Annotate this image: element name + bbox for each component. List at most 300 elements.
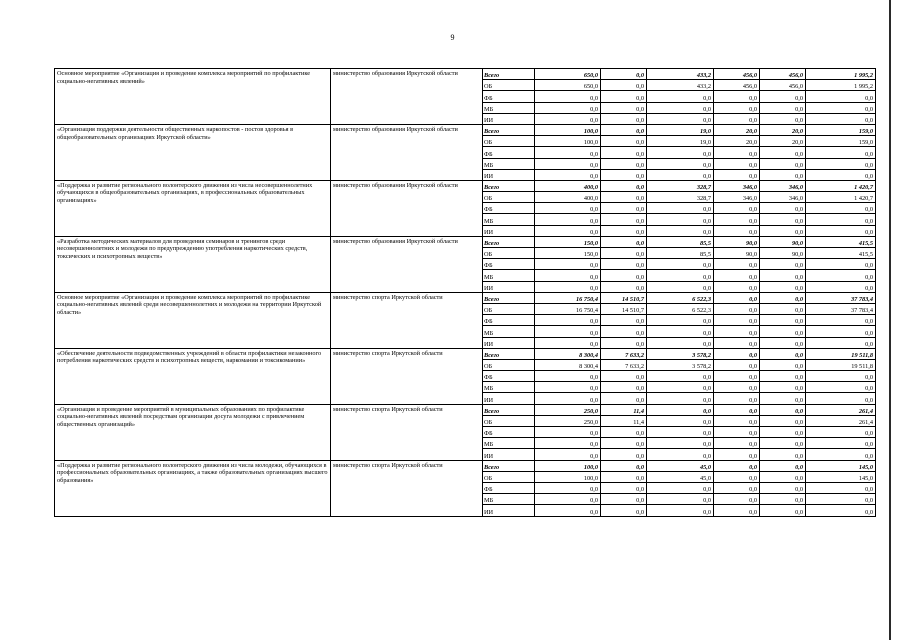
year-value-cell: 0,0 (714, 471, 760, 482)
year-value-cell: 0,0 (647, 158, 714, 169)
year-value-cell: 0,0 (647, 438, 714, 449)
year-value-cell: 0,0 (535, 113, 601, 124)
total-value-cell: 0,0 (806, 91, 876, 102)
year-value-cell: 90,0 (760, 236, 806, 247)
total-value-cell: 0,0 (806, 225, 876, 236)
total-value-cell: 261,4 (806, 404, 876, 415)
table-body (55, 69, 876, 517)
year-value-cell: 100,0 (535, 460, 601, 471)
year-value-cell: 0,0 (714, 225, 760, 236)
year-value-cell: 0,0 (601, 315, 647, 326)
year-value-cell: 0,0 (601, 69, 647, 80)
year-value-cell: 433,2 (647, 80, 714, 91)
year-value-cell: 0,0 (714, 158, 760, 169)
year-value-cell: 0,0 (535, 270, 601, 281)
year-value-cell: 0,0 (714, 113, 760, 124)
year-value-cell: 150,0 (535, 248, 601, 259)
funding-source: Всего (483, 404, 535, 415)
total-value-cell: 0,0 (806, 259, 876, 270)
year-value-cell: 45,0 (647, 471, 714, 482)
year-value-cell: 400,0 (535, 192, 601, 203)
total-value-cell: 0,0 (806, 427, 876, 438)
year-value-cell: 650,0 (535, 69, 601, 80)
year-value-cell: 650,0 (535, 80, 601, 91)
year-value-cell: 0,0 (714, 281, 760, 292)
year-value-cell: 0,0 (535, 225, 601, 236)
year-value-cell: 0,0 (601, 158, 647, 169)
year-value-cell: 0,0 (760, 337, 806, 348)
funding-source: МБ (483, 382, 535, 393)
year-value-cell: 0,0 (760, 270, 806, 281)
year-value-cell: 16 750,4 (535, 303, 601, 314)
year-value-cell: 0,0 (714, 147, 760, 158)
year-value-cell: 3 578,2 (647, 359, 714, 370)
funding-source: ИИ (483, 337, 535, 348)
year-value-cell: 0,0 (647, 113, 714, 124)
year-value-cell: 85,5 (647, 236, 714, 247)
year-value-cell: 14 510,7 (601, 303, 647, 314)
year-value-cell: 0,0 (647, 214, 714, 225)
year-value-cell: 0,0 (535, 281, 601, 292)
year-value-cell: 0,0 (714, 169, 760, 180)
funding-source: ФБ (483, 259, 535, 270)
year-value-cell: 0,0 (714, 315, 760, 326)
activity-description: Основное мероприятие «Организация и проведение комплекса мероприятий по профилактике социально-негативных явлений» (55, 69, 331, 125)
funding-source: ОБ (483, 136, 535, 147)
total-value-cell: 1 420,7 (806, 192, 876, 203)
year-value-cell: 0,0 (535, 203, 601, 214)
year-value-cell: 0,0 (647, 91, 714, 102)
year-value-cell: 0,0 (601, 248, 647, 259)
total-value-cell: 0,0 (806, 382, 876, 393)
year-value-cell: 346,0 (714, 180, 760, 191)
total-value-cell: 1 995,2 (806, 80, 876, 91)
year-value-cell: 0,0 (760, 482, 806, 493)
funding-source: ОБ (483, 80, 535, 91)
year-value-cell: 0,0 (760, 359, 806, 370)
year-value-cell: 0,0 (714, 326, 760, 337)
funding-source: Всего (483, 292, 535, 303)
total-value-cell: 145,0 (806, 471, 876, 482)
year-value-cell: 0,0 (601, 124, 647, 135)
funding-source: МБ (483, 494, 535, 505)
year-value-cell: 0,0 (760, 91, 806, 102)
funding-source: Всего (483, 236, 535, 247)
funding-source: ИИ (483, 169, 535, 180)
total-value-cell: 0,0 (806, 281, 876, 292)
year-value-cell: 7 633,2 (601, 359, 647, 370)
activity-description: Основное мероприятие «Организация и проведение комплекса мероприятий по профилактике социально-негативных явлений среди несовершеннолетних и молодежи на территории Иркутской области» (55, 292, 331, 348)
funding-source: ИИ (483, 281, 535, 292)
activity-description: «Поддержка и развитие регионального волонтерского движения из числа молодежи, обучающихся в профессиональных образовательных организациях, а также образовательных организациях высшего образования» (55, 460, 331, 516)
funding-source: Всего (483, 460, 535, 471)
year-value-cell: 0,0 (601, 80, 647, 91)
year-value-cell: 0,0 (760, 158, 806, 169)
year-value-cell: 0,0 (601, 449, 647, 460)
year-value-cell: 0,0 (601, 494, 647, 505)
year-value-cell: 0,0 (647, 281, 714, 292)
year-value-cell: 0,0 (601, 259, 647, 270)
year-value-cell: 400,0 (535, 180, 601, 191)
year-value-cell: 0,0 (601, 460, 647, 471)
year-value-cell: 0,0 (760, 214, 806, 225)
responsible-executor: министерство образования Иркутской области (331, 124, 483, 180)
year-value-cell: 0,0 (760, 449, 806, 460)
year-value-cell: 0,0 (601, 102, 647, 113)
year-value-cell: 0,0 (760, 415, 806, 426)
total-value-cell: 261,4 (806, 415, 876, 426)
year-value-cell: 456,0 (760, 80, 806, 91)
funding-source: МБ (483, 214, 535, 225)
total-value-cell: 415,5 (806, 248, 876, 259)
year-value-cell: 6 522,3 (647, 292, 714, 303)
year-value-cell: 0,0 (714, 371, 760, 382)
year-value-cell: 0,0 (760, 494, 806, 505)
year-value-cell: 0,0 (760, 113, 806, 124)
total-value-cell: 0,0 (806, 214, 876, 225)
total-value-cell: 37 783,4 (806, 292, 876, 303)
total-value-cell: 0,0 (806, 505, 876, 516)
funding-source: МБ (483, 102, 535, 113)
funding-source: ФБ (483, 147, 535, 158)
funding-source: ФБ (483, 315, 535, 326)
year-value-cell: 0,0 (535, 505, 601, 516)
year-value-cell: 0,0 (647, 404, 714, 415)
year-value-cell: 0,0 (601, 427, 647, 438)
year-value-cell: 0,0 (714, 303, 760, 314)
funding-source: ОБ (483, 303, 535, 314)
year-value-cell: 0,0 (601, 393, 647, 404)
year-value-cell: 456,0 (714, 69, 760, 80)
table-row (55, 180, 876, 191)
year-value-cell: 0,0 (601, 225, 647, 236)
year-value-cell: 0,0 (535, 449, 601, 460)
year-value-cell: 150,0 (535, 236, 601, 247)
responsible-executor: министерство спорта Иркутской области (331, 292, 483, 348)
activity-description: «Организация поддержки деятельности общественных наркопостов - постов здоровья в общеобразовательных организациях Иркутской области» (55, 124, 331, 180)
year-value-cell: 90,0 (760, 248, 806, 259)
year-value-cell: 0,0 (714, 292, 760, 303)
year-value-cell: 6 522,3 (647, 303, 714, 314)
year-value-cell: 0,0 (647, 326, 714, 337)
budget-table (54, 68, 876, 517)
year-value-cell: 0,0 (647, 371, 714, 382)
year-value-cell: 0,0 (760, 315, 806, 326)
year-value-cell: 0,0 (535, 259, 601, 270)
year-value-cell: 346,0 (760, 180, 806, 191)
year-value-cell: 0,0 (760, 303, 806, 314)
responsible-executor: министерство образования Иркутской области (331, 236, 483, 292)
year-value-cell: 0,0 (760, 203, 806, 214)
total-value-cell: 0,0 (806, 393, 876, 404)
activity-description: «Разработка методических материалов для проведения семинаров и тренингов среди несовершеннолетних и молодежи по предупреждению употребления наркотических средств, токсических и психотропных веществ» (55, 236, 331, 292)
table-row (55, 124, 876, 135)
year-value-cell: 0,0 (535, 482, 601, 493)
total-value-cell: 0,0 (806, 203, 876, 214)
year-value-cell: 0,0 (601, 482, 647, 493)
responsible-executor: министерство образования Иркутской области (331, 69, 483, 125)
page-number: 9 (450, 33, 455, 42)
year-value-cell: 0,0 (760, 438, 806, 449)
year-value-cell: 0,0 (535, 337, 601, 348)
year-value-cell: 0,0 (647, 449, 714, 460)
year-value-cell: 0,0 (647, 270, 714, 281)
funding-source: ОБ (483, 359, 535, 370)
year-value-cell: 328,7 (647, 180, 714, 191)
year-value-cell: 0,0 (714, 214, 760, 225)
responsible-executor: министерство спорта Иркутской области (331, 460, 483, 516)
table-row (55, 292, 876, 303)
total-value-cell: 0,0 (806, 326, 876, 337)
funding-source: ОБ (483, 415, 535, 426)
year-value-cell: 0,0 (760, 471, 806, 482)
year-value-cell: 0,0 (535, 158, 601, 169)
funding-source: ФБ (483, 482, 535, 493)
funding-source: МБ (483, 158, 535, 169)
year-value-cell: 346,0 (714, 192, 760, 203)
year-value-cell: 0,0 (647, 147, 714, 158)
funding-source: МБ (483, 270, 535, 281)
total-value-cell: 0,0 (806, 449, 876, 460)
year-value-cell: 0,0 (647, 415, 714, 426)
year-value-cell: 90,0 (714, 236, 760, 247)
funding-source: Всего (483, 348, 535, 359)
year-value-cell: 0,0 (647, 225, 714, 236)
year-value-cell: 3 578,2 (647, 348, 714, 359)
responsible-executor: министерство спорта Иркутской области (331, 348, 483, 404)
year-value-cell: 0,0 (647, 505, 714, 516)
table-row (55, 236, 876, 247)
total-value-cell: 1 420,7 (806, 180, 876, 191)
funding-source: ИИ (483, 505, 535, 516)
year-value-cell: 0,0 (647, 203, 714, 214)
year-value-cell: 0,0 (647, 259, 714, 270)
year-value-cell: 0,0 (601, 281, 647, 292)
year-value-cell: 100,0 (535, 136, 601, 147)
year-value-cell: 0,0 (760, 326, 806, 337)
year-value-cell: 0,0 (601, 371, 647, 382)
total-value-cell: 159,0 (806, 136, 876, 147)
year-value-cell: 346,0 (760, 192, 806, 203)
total-value-cell: 19 511,8 (806, 348, 876, 359)
year-value-cell: 0,0 (714, 393, 760, 404)
year-value-cell: 0,0 (714, 203, 760, 214)
year-value-cell: 0,0 (647, 169, 714, 180)
year-value-cell: 0,0 (535, 214, 601, 225)
year-value-cell: 0,0 (760, 102, 806, 113)
year-value-cell: 0,0 (714, 359, 760, 370)
total-value-cell: 0,0 (806, 158, 876, 169)
year-value-cell: 0,0 (601, 136, 647, 147)
year-value-cell: 0,0 (535, 393, 601, 404)
year-value-cell: 0,0 (714, 438, 760, 449)
funding-source: ФБ (483, 371, 535, 382)
year-value-cell: 0,0 (601, 382, 647, 393)
year-value-cell: 8 300,4 (535, 348, 601, 359)
year-value-cell: 0,0 (714, 404, 760, 415)
funding-source: ОБ (483, 471, 535, 482)
year-value-cell: 20,0 (760, 124, 806, 135)
year-value-cell: 0,0 (714, 449, 760, 460)
year-value-cell: 0,0 (535, 147, 601, 158)
year-value-cell: 11,4 (601, 415, 647, 426)
year-value-cell: 0,0 (760, 225, 806, 236)
year-value-cell: 0,0 (760, 460, 806, 471)
year-value-cell: 0,0 (647, 494, 714, 505)
year-value-cell: 0,0 (535, 382, 601, 393)
year-value-cell: 90,0 (714, 248, 760, 259)
year-value-cell: 11,4 (601, 404, 647, 415)
funding-source: ИИ (483, 225, 535, 236)
year-value-cell: 0,0 (714, 427, 760, 438)
year-value-cell: 0,0 (647, 393, 714, 404)
year-value-cell: 0,0 (601, 337, 647, 348)
year-value-cell: 0,0 (714, 259, 760, 270)
scan-edge-bar (889, 0, 891, 640)
activity-description: «Поддержка и развитие регионального волонтерского движения из числа несовершеннолетних обучающихся в общеобразовательных организациях, в профессиональных образовательных организациях» (55, 180, 331, 236)
funding-source: Всего (483, 180, 535, 191)
year-value-cell: 0,0 (601, 180, 647, 191)
total-value-cell: 0,0 (806, 371, 876, 382)
year-value-cell: 0,0 (535, 315, 601, 326)
year-value-cell: 0,0 (601, 113, 647, 124)
year-value-cell: 0,0 (535, 102, 601, 113)
year-value-cell: 0,0 (760, 281, 806, 292)
year-value-cell: 0,0 (601, 270, 647, 281)
year-value-cell: 0,0 (714, 270, 760, 281)
total-value-cell: 145,0 (806, 460, 876, 471)
total-value-cell: 0,0 (806, 438, 876, 449)
funding-source: ФБ (483, 91, 535, 102)
total-value-cell: 0,0 (806, 147, 876, 158)
year-value-cell: 0,0 (601, 326, 647, 337)
year-value-cell: 0,0 (647, 382, 714, 393)
year-value-cell: 0,0 (601, 147, 647, 158)
total-value-cell: 0,0 (806, 113, 876, 124)
year-value-cell: 0,0 (647, 337, 714, 348)
responsible-executor: министерство спорта Иркутской области (331, 404, 483, 460)
year-value-cell: 0,0 (714, 482, 760, 493)
funding-source: ИИ (483, 113, 535, 124)
year-value-cell: 0,0 (647, 482, 714, 493)
year-value-cell: 0,0 (535, 91, 601, 102)
table-row (55, 348, 876, 359)
year-value-cell: 20,0 (760, 136, 806, 147)
year-value-cell: 433,2 (647, 69, 714, 80)
year-value-cell: 0,0 (760, 382, 806, 393)
total-value-cell: 0,0 (806, 494, 876, 505)
funding-source: ОБ (483, 248, 535, 259)
total-value-cell: 0,0 (806, 270, 876, 281)
year-value-cell: 0,0 (601, 169, 647, 180)
year-value-cell: 0,0 (535, 371, 601, 382)
year-value-cell: 250,0 (535, 404, 601, 415)
table-row (55, 404, 876, 415)
year-value-cell: 0,0 (647, 315, 714, 326)
year-value-cell: 328,7 (647, 192, 714, 203)
year-value-cell: 0,0 (714, 382, 760, 393)
total-value-cell: 415,5 (806, 236, 876, 247)
activity-description: «Обеспечение деятельности подведомственных учреждений в области профилактики незаконного потребления наркотических средств и психотропных веществ, наркомании и токсикомании» (55, 348, 331, 404)
funding-source: ИИ (483, 393, 535, 404)
year-value-cell: 0,0 (714, 91, 760, 102)
total-value-cell: 0,0 (806, 102, 876, 113)
year-value-cell: 20,0 (714, 124, 760, 135)
year-value-cell: 16 750,4 (535, 292, 601, 303)
year-value-cell: 100,0 (535, 471, 601, 482)
year-value-cell: 0,0 (760, 404, 806, 415)
year-value-cell: 0,0 (760, 169, 806, 180)
year-value-cell: 0,0 (601, 471, 647, 482)
year-value-cell: 0,0 (535, 169, 601, 180)
year-value-cell: 0,0 (760, 259, 806, 270)
year-value-cell: 0,0 (760, 427, 806, 438)
total-value-cell: 0,0 (806, 337, 876, 348)
year-value-cell: 100,0 (535, 124, 601, 135)
year-value-cell: 20,0 (714, 136, 760, 147)
year-value-cell: 250,0 (535, 415, 601, 426)
year-value-cell: 0,0 (760, 371, 806, 382)
year-value-cell: 0,0 (601, 91, 647, 102)
table-row (55, 460, 876, 471)
funding-source: Всего (483, 124, 535, 135)
year-value-cell: 45,0 (647, 460, 714, 471)
year-value-cell: 0,0 (760, 348, 806, 359)
year-value-cell: 0,0 (714, 337, 760, 348)
total-value-cell: 0,0 (806, 315, 876, 326)
funding-source: ОБ (483, 192, 535, 203)
year-value-cell: 0,0 (760, 393, 806, 404)
year-value-cell: 0,0 (601, 236, 647, 247)
funding-source: МБ (483, 326, 535, 337)
total-value-cell: 19 511,8 (806, 359, 876, 370)
year-value-cell: 0,0 (601, 505, 647, 516)
responsible-executor: министерство образования Иркутской области (331, 180, 483, 236)
year-value-cell: 0,0 (760, 505, 806, 516)
funding-source: ФБ (483, 203, 535, 214)
total-value-cell: 1 995,2 (806, 69, 876, 80)
funding-source: ФБ (483, 427, 535, 438)
year-value-cell: 0,0 (535, 427, 601, 438)
total-value-cell: 159,0 (806, 124, 876, 135)
year-value-cell: 0,0 (647, 102, 714, 113)
year-value-cell: 0,0 (714, 415, 760, 426)
funding-source: МБ (483, 438, 535, 449)
year-value-cell: 456,0 (714, 80, 760, 91)
year-value-cell: 0,0 (714, 505, 760, 516)
year-value-cell: 0,0 (601, 192, 647, 203)
year-value-cell: 456,0 (760, 69, 806, 80)
year-value-cell: 85,5 (647, 248, 714, 259)
year-value-cell: 19,0 (647, 124, 714, 135)
year-value-cell: 0,0 (714, 494, 760, 505)
year-value-cell: 8 300,4 (535, 359, 601, 370)
total-value-cell: 37 783,4 (806, 303, 876, 314)
total-value-cell: 0,0 (806, 482, 876, 493)
activity-description: «Организация и проведение мероприятий в муниципальных образованиях по профилактике социально-негативных явлений посредствам организации досуга молодежи с привлечением общественных организаций» (55, 404, 331, 460)
year-value-cell: 0,0 (535, 326, 601, 337)
year-value-cell: 0,0 (601, 214, 647, 225)
year-value-cell: 0,0 (760, 292, 806, 303)
year-value-cell: 0,0 (535, 494, 601, 505)
funding-source: ИИ (483, 449, 535, 460)
total-value-cell: 0,0 (806, 169, 876, 180)
year-value-cell: 19,0 (647, 136, 714, 147)
year-value-cell: 0,0 (714, 348, 760, 359)
year-value-cell: 0,0 (601, 438, 647, 449)
year-value-cell: 7 633,2 (601, 348, 647, 359)
year-value-cell: 0,0 (601, 203, 647, 214)
